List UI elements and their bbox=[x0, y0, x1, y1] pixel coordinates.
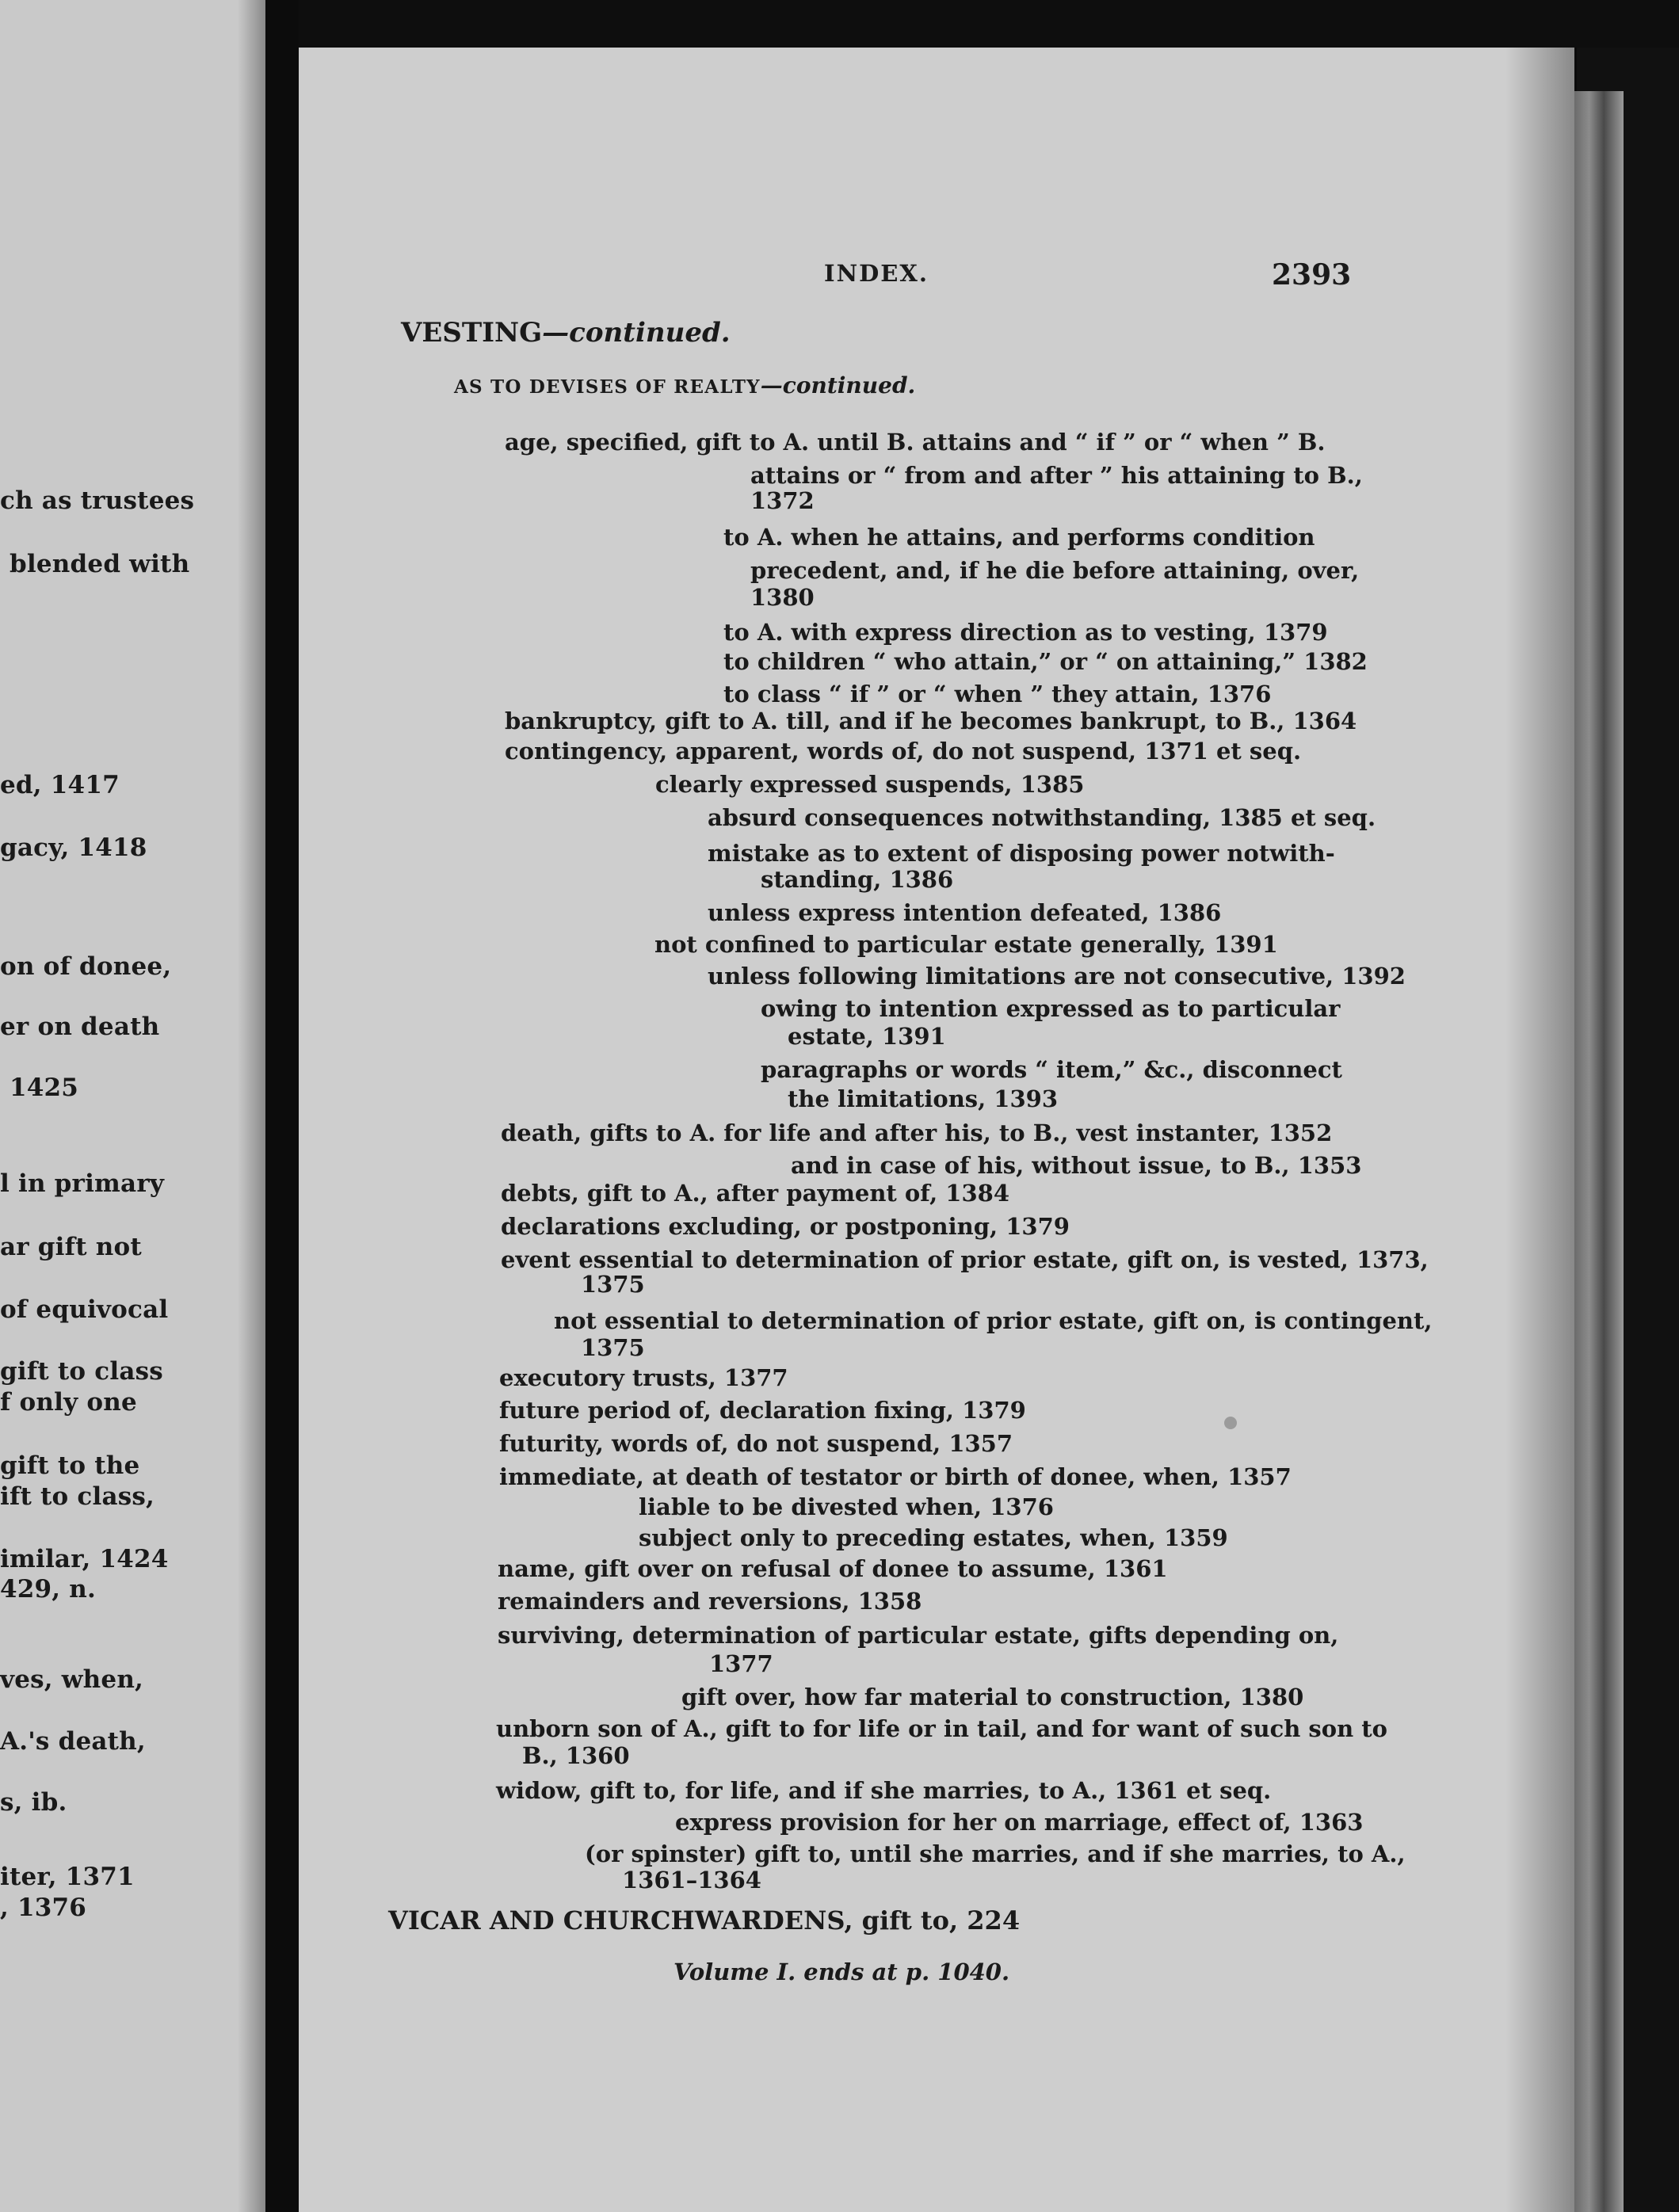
index-line: estate, 1391 bbox=[788, 1023, 946, 1050]
index-line: event essential to determination of prior estate, gift on, is vested, 1373, bbox=[501, 1246, 1429, 1273]
left-fragment: ed, 1417 bbox=[0, 771, 120, 799]
index-line: not confined to particular estate generally, 1391 bbox=[654, 931, 1278, 958]
book-gutter bbox=[265, 0, 299, 2212]
index-line: declarations excluding, or postponing, 1379 bbox=[501, 1213, 1070, 1240]
left-fragment: ch as trustees bbox=[0, 486, 195, 515]
index-line: 1375 bbox=[581, 1271, 645, 1298]
index-line: absurd consequences notwithstanding, 1385 et seq. bbox=[708, 804, 1376, 831]
index-line: liable to be divested when, 1376 bbox=[639, 1493, 1054, 1520]
heading-text: VESTING bbox=[401, 317, 543, 349]
left-fragment: gift to class bbox=[0, 1357, 163, 1386]
right-page-shade bbox=[1505, 0, 1577, 2212]
index-subheading bbox=[454, 372, 915, 399]
left-fragment: of equivocal bbox=[0, 1295, 169, 1324]
top-dark-band bbox=[299, 0, 1679, 48]
left-fragment: gacy, 1418 bbox=[0, 833, 147, 862]
subheading-continued: —continued. bbox=[760, 372, 916, 399]
index-line: not essential to determination of prior estate, gift on, is contingent, bbox=[554, 1307, 1433, 1334]
index-line: B., 1360 bbox=[522, 1742, 630, 1769]
index-line: to A. when he attains, and performs condition bbox=[723, 524, 1315, 551]
index-entry-vicar bbox=[388, 1905, 1020, 1936]
index-line: debts, gift to A., after payment of, 1384 bbox=[501, 1180, 1010, 1207]
index-line: future period of, declaration fixing, 1379 bbox=[499, 1397, 1026, 1424]
left-fragment: er on death bbox=[0, 1013, 160, 1041]
index-heading-vesting bbox=[401, 317, 731, 349]
index-line: precedent, and, if he die before attaining, over, bbox=[750, 557, 1360, 584]
index-line: age, specified, gift to A. until B. attains and “ if ” or “ when ” B. bbox=[505, 429, 1326, 456]
ink-smudge bbox=[1224, 1417, 1237, 1429]
left-fragment: blended with bbox=[10, 550, 190, 578]
index-line: death, gifts to A. for life and after his, to B., vest instanter, 1352 bbox=[501, 1119, 1333, 1146]
left-fragment: iter, 1371 bbox=[0, 1863, 135, 1891]
index-line: express provision for her on marriage, effect of, 1363 bbox=[675, 1809, 1364, 1836]
index-line: 1380 bbox=[750, 584, 815, 611]
index-line: widow, gift to, for life, and if she marries, to A., 1361 et seq. bbox=[496, 1777, 1272, 1804]
vicar-heading: VICAR AND CHURCHWARDENS, bbox=[388, 1905, 853, 1936]
index-line: unless following limitations are not consecutive, 1392 bbox=[708, 963, 1406, 990]
left-fragment: , 1376 bbox=[0, 1894, 87, 1922]
index-line: executory trusts, 1377 bbox=[499, 1364, 788, 1391]
index-line: gift over, how far material to construction, 1380 bbox=[681, 1684, 1304, 1710]
index-line: to class “ if ” or “ when ” they attain, 1376 bbox=[723, 681, 1272, 707]
left-fragment: ves, when, bbox=[0, 1665, 144, 1694]
left-fragment: gift to the bbox=[0, 1451, 140, 1480]
left-fragment: 429, n. bbox=[0, 1575, 97, 1604]
heading-continued: —continued. bbox=[542, 317, 731, 349]
index-line: paragraphs or words “ item,” &c., disconnect bbox=[761, 1056, 1342, 1083]
index-line: contingency, apparent, words of, do not suspend, 1371 et seq. bbox=[505, 738, 1302, 765]
index-line: 1375 bbox=[581, 1334, 645, 1361]
left-fragment: ift to class, bbox=[0, 1482, 155, 1511]
index-line: and in case of his, without issue, to B., 1353 bbox=[791, 1152, 1362, 1179]
page-edge-strip bbox=[1574, 91, 1624, 2212]
left-fragment: s, ib. bbox=[0, 1788, 67, 1817]
index-line: 1361–1364 bbox=[622, 1867, 761, 1894]
running-head: INDEX. bbox=[824, 260, 929, 287]
index-line: unless express intention defeated, 1386 bbox=[708, 899, 1222, 926]
left-fragment: l in primary bbox=[0, 1169, 165, 1198]
index-line: (or spinster) gift to, until she marries, and if she marries, to A., bbox=[585, 1840, 1406, 1867]
left-page bbox=[0, 0, 265, 2212]
left-fragment: imilar, 1424 bbox=[0, 1545, 169, 1573]
left-fragment: ar gift not bbox=[0, 1233, 142, 1261]
left-fragment: f only one bbox=[0, 1388, 137, 1417]
index-line: 1377 bbox=[709, 1650, 773, 1677]
index-line: unborn son of A., gift to for life or in tail, and for want of such son to bbox=[496, 1715, 1387, 1742]
index-line: to A. with express direction as to vesting, 1379 bbox=[723, 619, 1328, 646]
index-line: attains or “ from and after ” his attaining to B., bbox=[750, 462, 1363, 489]
left-page-shadow bbox=[238, 0, 265, 2212]
index-line: name, gift over on refusal of donee to assume, 1361 bbox=[498, 1555, 1168, 1582]
index-line: remainders and reversions, 1358 bbox=[498, 1588, 922, 1615]
left-fragment: 1425 bbox=[10, 1074, 79, 1102]
subheading-text: AS TO DEVISES OF REALTY bbox=[454, 376, 761, 398]
index-line: to children “ who attain,” or “ on attaining,” 1382 bbox=[723, 648, 1368, 675]
index-line: standing, 1386 bbox=[761, 866, 954, 893]
index-line: clearly expressed suspends, 1385 bbox=[655, 771, 1085, 798]
left-fragment: on of donee, bbox=[0, 952, 172, 981]
index-line: immediate, at death of testator or birth of donee, when, 1357 bbox=[499, 1463, 1292, 1490]
page-number: 2393 bbox=[1272, 258, 1352, 292]
index-line: mistake as to extent of disposing power notwith- bbox=[708, 840, 1335, 867]
index-line: bankruptcy, gift to A. till, and if he becomes bankrupt, to B., 1364 bbox=[505, 707, 1357, 734]
volume-note: Volume I. ends at p. 1040. bbox=[674, 1958, 1010, 1985]
index-line: subject only to preceding estates, when, 1359 bbox=[639, 1524, 1228, 1551]
index-line: the limitations, 1393 bbox=[788, 1085, 1059, 1112]
left-fragment: A.'s death, bbox=[0, 1727, 146, 1756]
vicar-text: gift to, 224 bbox=[853, 1905, 1021, 1936]
index-line: owing to intention expressed as to particular bbox=[761, 995, 1341, 1022]
index-line: surviving, determination of particular estate, gifts depending on, bbox=[498, 1622, 1339, 1649]
index-line: 1372 bbox=[750, 487, 815, 514]
index-line: futurity, words of, do not suspend, 1357 bbox=[499, 1430, 1013, 1457]
